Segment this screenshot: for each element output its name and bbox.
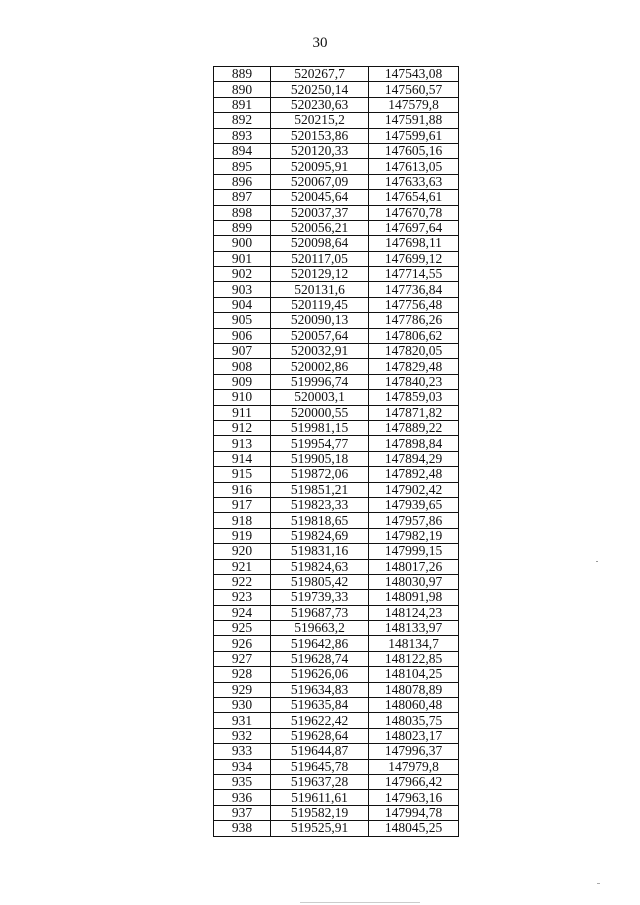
point-number-cell: 914 (214, 451, 271, 466)
x-coordinate-cell: 519634,83 (271, 682, 369, 697)
point-number-cell: 906 (214, 328, 271, 343)
table-row (214, 267, 459, 282)
table-row (214, 451, 459, 466)
y-coordinate-cell: 147979,8 (369, 759, 459, 774)
table-row (214, 774, 459, 789)
x-coordinate-cell: 519824,63 (271, 559, 369, 574)
y-coordinate-cell: 148017,26 (369, 559, 459, 574)
table-row (214, 744, 459, 759)
y-coordinate-cell: 147786,26 (369, 313, 459, 328)
y-coordinate-cell: 147599,61 (369, 128, 459, 143)
coordinates-table-body (214, 67, 459, 837)
y-coordinate-cell: 148060,48 (369, 698, 459, 713)
table-row (214, 497, 459, 512)
table-row (214, 713, 459, 728)
x-coordinate-cell: 519818,65 (271, 513, 369, 528)
table-row (214, 359, 459, 374)
point-number-cell: 932 (214, 728, 271, 743)
y-coordinate-cell: 147698,11 (369, 236, 459, 251)
x-coordinate-cell: 519525,91 (271, 821, 369, 836)
point-number-cell: 929 (214, 682, 271, 697)
table-row (214, 313, 459, 328)
y-coordinate-cell: 147894,29 (369, 451, 459, 466)
y-coordinate-cell: 148030,97 (369, 574, 459, 589)
point-number-cell: 938 (214, 821, 271, 836)
y-coordinate-cell: 147699,12 (369, 251, 459, 266)
table-row (214, 544, 459, 559)
point-number-cell: 934 (214, 759, 271, 774)
x-coordinate-cell: 520129,12 (271, 267, 369, 282)
table-row (214, 420, 459, 435)
point-number-cell: 900 (214, 236, 271, 251)
table-row (214, 328, 459, 343)
point-number-cell: 931 (214, 713, 271, 728)
x-coordinate-cell: 520090,13 (271, 313, 369, 328)
table-row (214, 528, 459, 543)
x-coordinate-cell: 519851,21 (271, 482, 369, 497)
table-row (214, 467, 459, 482)
x-coordinate-cell: 520057,64 (271, 328, 369, 343)
x-coordinate-cell: 519981,15 (271, 420, 369, 435)
point-number-cell: 904 (214, 297, 271, 312)
point-number-cell: 911 (214, 405, 271, 420)
y-coordinate-cell: 147902,42 (369, 482, 459, 497)
x-coordinate-cell: 520250,14 (271, 82, 369, 97)
point-number-cell: 896 (214, 174, 271, 189)
y-coordinate-cell: 147840,23 (369, 374, 459, 389)
x-coordinate-cell: 520117,05 (271, 251, 369, 266)
point-number-cell: 899 (214, 220, 271, 235)
y-coordinate-cell: 147579,8 (369, 97, 459, 112)
x-coordinate-cell: 519626,06 (271, 667, 369, 682)
x-coordinate-cell: 519739,33 (271, 590, 369, 605)
point-number-cell: 890 (214, 82, 271, 97)
x-coordinate-cell: 520067,09 (271, 174, 369, 189)
table-row (214, 790, 459, 805)
y-coordinate-cell: 147654,61 (369, 190, 459, 205)
table-row (214, 821, 459, 836)
point-number-cell: 935 (214, 774, 271, 789)
y-coordinate-cell: 147697,64 (369, 220, 459, 235)
table-row (214, 143, 459, 158)
y-coordinate-cell: 147999,15 (369, 544, 459, 559)
point-number-cell: 909 (214, 374, 271, 389)
point-number-cell: 930 (214, 698, 271, 713)
y-coordinate-cell: 147714,55 (369, 267, 459, 282)
x-coordinate-cell: 520131,6 (271, 282, 369, 297)
table-row (214, 82, 459, 97)
y-coordinate-cell: 148078,89 (369, 682, 459, 697)
point-number-cell: 897 (214, 190, 271, 205)
point-number-cell: 894 (214, 143, 271, 158)
point-number-cell: 889 (214, 67, 271, 82)
y-coordinate-cell: 147994,78 (369, 805, 459, 820)
x-coordinate-cell: 520000,55 (271, 405, 369, 420)
x-coordinate-cell: 520037,37 (271, 205, 369, 220)
table-row (214, 651, 459, 666)
x-coordinate-cell: 520032,91 (271, 344, 369, 359)
x-coordinate-cell: 519831,16 (271, 544, 369, 559)
point-number-cell: 895 (214, 159, 271, 174)
x-coordinate-cell: 519642,86 (271, 636, 369, 651)
x-coordinate-cell: 519824,69 (271, 528, 369, 543)
y-coordinate-cell: 147591,88 (369, 113, 459, 128)
point-number-cell: 893 (214, 128, 271, 143)
scan-edge (300, 902, 420, 903)
table-row (214, 621, 459, 636)
x-coordinate-cell: 520267,7 (271, 67, 369, 82)
point-number-cell: 933 (214, 744, 271, 759)
y-coordinate-cell: 148023,17 (369, 728, 459, 743)
y-coordinate-cell: 147829,48 (369, 359, 459, 374)
y-coordinate-cell: 147966,42 (369, 774, 459, 789)
x-coordinate-cell: 519663,2 (271, 621, 369, 636)
x-coordinate-cell: 520098,64 (271, 236, 369, 251)
y-coordinate-cell: 147939,65 (369, 497, 459, 512)
x-coordinate-cell: 520056,21 (271, 220, 369, 235)
y-coordinate-cell: 147806,62 (369, 328, 459, 343)
page-number: 30 (312, 35, 328, 51)
table-row (214, 174, 459, 189)
point-number-cell: 924 (214, 605, 271, 620)
x-coordinate-cell: 520119,45 (271, 297, 369, 312)
point-number-cell: 892 (214, 113, 271, 128)
point-number-cell: 921 (214, 559, 271, 574)
table-row (214, 728, 459, 743)
y-coordinate-cell: 148134,7 (369, 636, 459, 651)
x-coordinate-cell: 519905,18 (271, 451, 369, 466)
point-number-cell: 920 (214, 544, 271, 559)
x-coordinate-cell: 520003,1 (271, 390, 369, 405)
y-coordinate-cell: 147613,05 (369, 159, 459, 174)
table-row (214, 220, 459, 235)
x-coordinate-cell: 519645,78 (271, 759, 369, 774)
table-row (214, 282, 459, 297)
point-number-cell: 891 (214, 97, 271, 112)
point-number-cell: 908 (214, 359, 271, 374)
table-row (214, 805, 459, 820)
x-coordinate-cell: 519637,28 (271, 774, 369, 789)
point-number-cell: 927 (214, 651, 271, 666)
point-number-cell: 928 (214, 667, 271, 682)
y-coordinate-cell: 148091,98 (369, 590, 459, 605)
y-coordinate-cell: 148122,85 (369, 651, 459, 666)
x-coordinate-cell: 519635,84 (271, 698, 369, 713)
y-coordinate-cell: 147957,86 (369, 513, 459, 528)
y-coordinate-cell: 147543,08 (369, 67, 459, 82)
x-coordinate-cell: 519622,42 (271, 713, 369, 728)
point-number-cell: 922 (214, 574, 271, 589)
scan-speck (597, 883, 600, 884)
point-number-cell: 917 (214, 497, 271, 512)
y-coordinate-cell: 147736,84 (369, 282, 459, 297)
y-coordinate-cell: 147820,05 (369, 344, 459, 359)
x-coordinate-cell: 519823,33 (271, 497, 369, 512)
table-row (214, 559, 459, 574)
table-row (214, 405, 459, 420)
table-row (214, 190, 459, 205)
point-number-cell: 903 (214, 282, 271, 297)
y-coordinate-cell: 147670,78 (369, 205, 459, 220)
x-coordinate-cell: 520215,2 (271, 113, 369, 128)
table-row (214, 297, 459, 312)
table-row (214, 605, 459, 620)
x-coordinate-cell: 519628,64 (271, 728, 369, 743)
y-coordinate-cell: 147898,84 (369, 436, 459, 451)
table-row (214, 636, 459, 651)
x-coordinate-cell: 519954,77 (271, 436, 369, 451)
table-row (214, 590, 459, 605)
x-coordinate-cell: 520230,63 (271, 97, 369, 112)
y-coordinate-cell: 148035,75 (369, 713, 459, 728)
table-row (214, 390, 459, 405)
x-coordinate-cell: 520153,86 (271, 128, 369, 143)
table-row (214, 97, 459, 112)
point-number-cell: 916 (214, 482, 271, 497)
table-row (214, 113, 459, 128)
point-number-cell: 937 (214, 805, 271, 820)
y-coordinate-cell: 148124,23 (369, 605, 459, 620)
point-number-cell: 925 (214, 621, 271, 636)
y-coordinate-cell: 148133,97 (369, 621, 459, 636)
x-coordinate-cell: 519805,42 (271, 574, 369, 589)
point-number-cell: 902 (214, 267, 271, 282)
table-row (214, 344, 459, 359)
table-row (214, 159, 459, 174)
y-coordinate-cell: 147982,19 (369, 528, 459, 543)
table-row (214, 436, 459, 451)
y-coordinate-cell: 147963,16 (369, 790, 459, 805)
point-number-cell: 905 (214, 313, 271, 328)
x-coordinate-cell: 520120,33 (271, 143, 369, 158)
point-number-cell: 910 (214, 390, 271, 405)
y-coordinate-cell: 147633,63 (369, 174, 459, 189)
table-row (214, 67, 459, 82)
point-number-cell: 918 (214, 513, 271, 528)
scan-speck (596, 561, 598, 562)
point-number-cell: 912 (214, 420, 271, 435)
x-coordinate-cell: 519644,87 (271, 744, 369, 759)
point-number-cell: 919 (214, 528, 271, 543)
point-number-cell: 915 (214, 467, 271, 482)
table-row (214, 128, 459, 143)
point-number-cell: 913 (214, 436, 271, 451)
y-coordinate-cell: 148104,25 (369, 667, 459, 682)
table-row (214, 251, 459, 266)
x-coordinate-cell: 519872,06 (271, 467, 369, 482)
y-coordinate-cell: 147889,22 (369, 420, 459, 435)
point-number-cell: 907 (214, 344, 271, 359)
table-row (214, 482, 459, 497)
y-coordinate-cell: 147859,03 (369, 390, 459, 405)
x-coordinate-cell: 519628,74 (271, 651, 369, 666)
y-coordinate-cell: 147605,16 (369, 143, 459, 158)
x-coordinate-cell: 519996,74 (271, 374, 369, 389)
y-coordinate-cell: 148045,25 (369, 821, 459, 836)
table-row (214, 205, 459, 220)
table-row (214, 759, 459, 774)
y-coordinate-cell: 147996,37 (369, 744, 459, 759)
table-row (214, 374, 459, 389)
table-row (214, 667, 459, 682)
table-row (214, 682, 459, 697)
point-number-cell: 901 (214, 251, 271, 266)
y-coordinate-cell: 147871,82 (369, 405, 459, 420)
x-coordinate-cell: 519611,61 (271, 790, 369, 805)
point-number-cell: 936 (214, 790, 271, 805)
x-coordinate-cell: 520002,86 (271, 359, 369, 374)
table-row (214, 513, 459, 528)
x-coordinate-cell: 519582,19 (271, 805, 369, 820)
point-number-cell: 923 (214, 590, 271, 605)
point-number-cell: 898 (214, 205, 271, 220)
table-row (214, 574, 459, 589)
point-number-cell: 926 (214, 636, 271, 651)
coordinates-table (213, 66, 459, 837)
x-coordinate-cell: 520095,91 (271, 159, 369, 174)
table-row (214, 698, 459, 713)
y-coordinate-cell: 147560,57 (369, 82, 459, 97)
table-row (214, 236, 459, 251)
y-coordinate-cell: 147756,48 (369, 297, 459, 312)
x-coordinate-cell: 519687,73 (271, 605, 369, 620)
x-coordinate-cell: 520045,64 (271, 190, 369, 205)
y-coordinate-cell: 147892,48 (369, 467, 459, 482)
